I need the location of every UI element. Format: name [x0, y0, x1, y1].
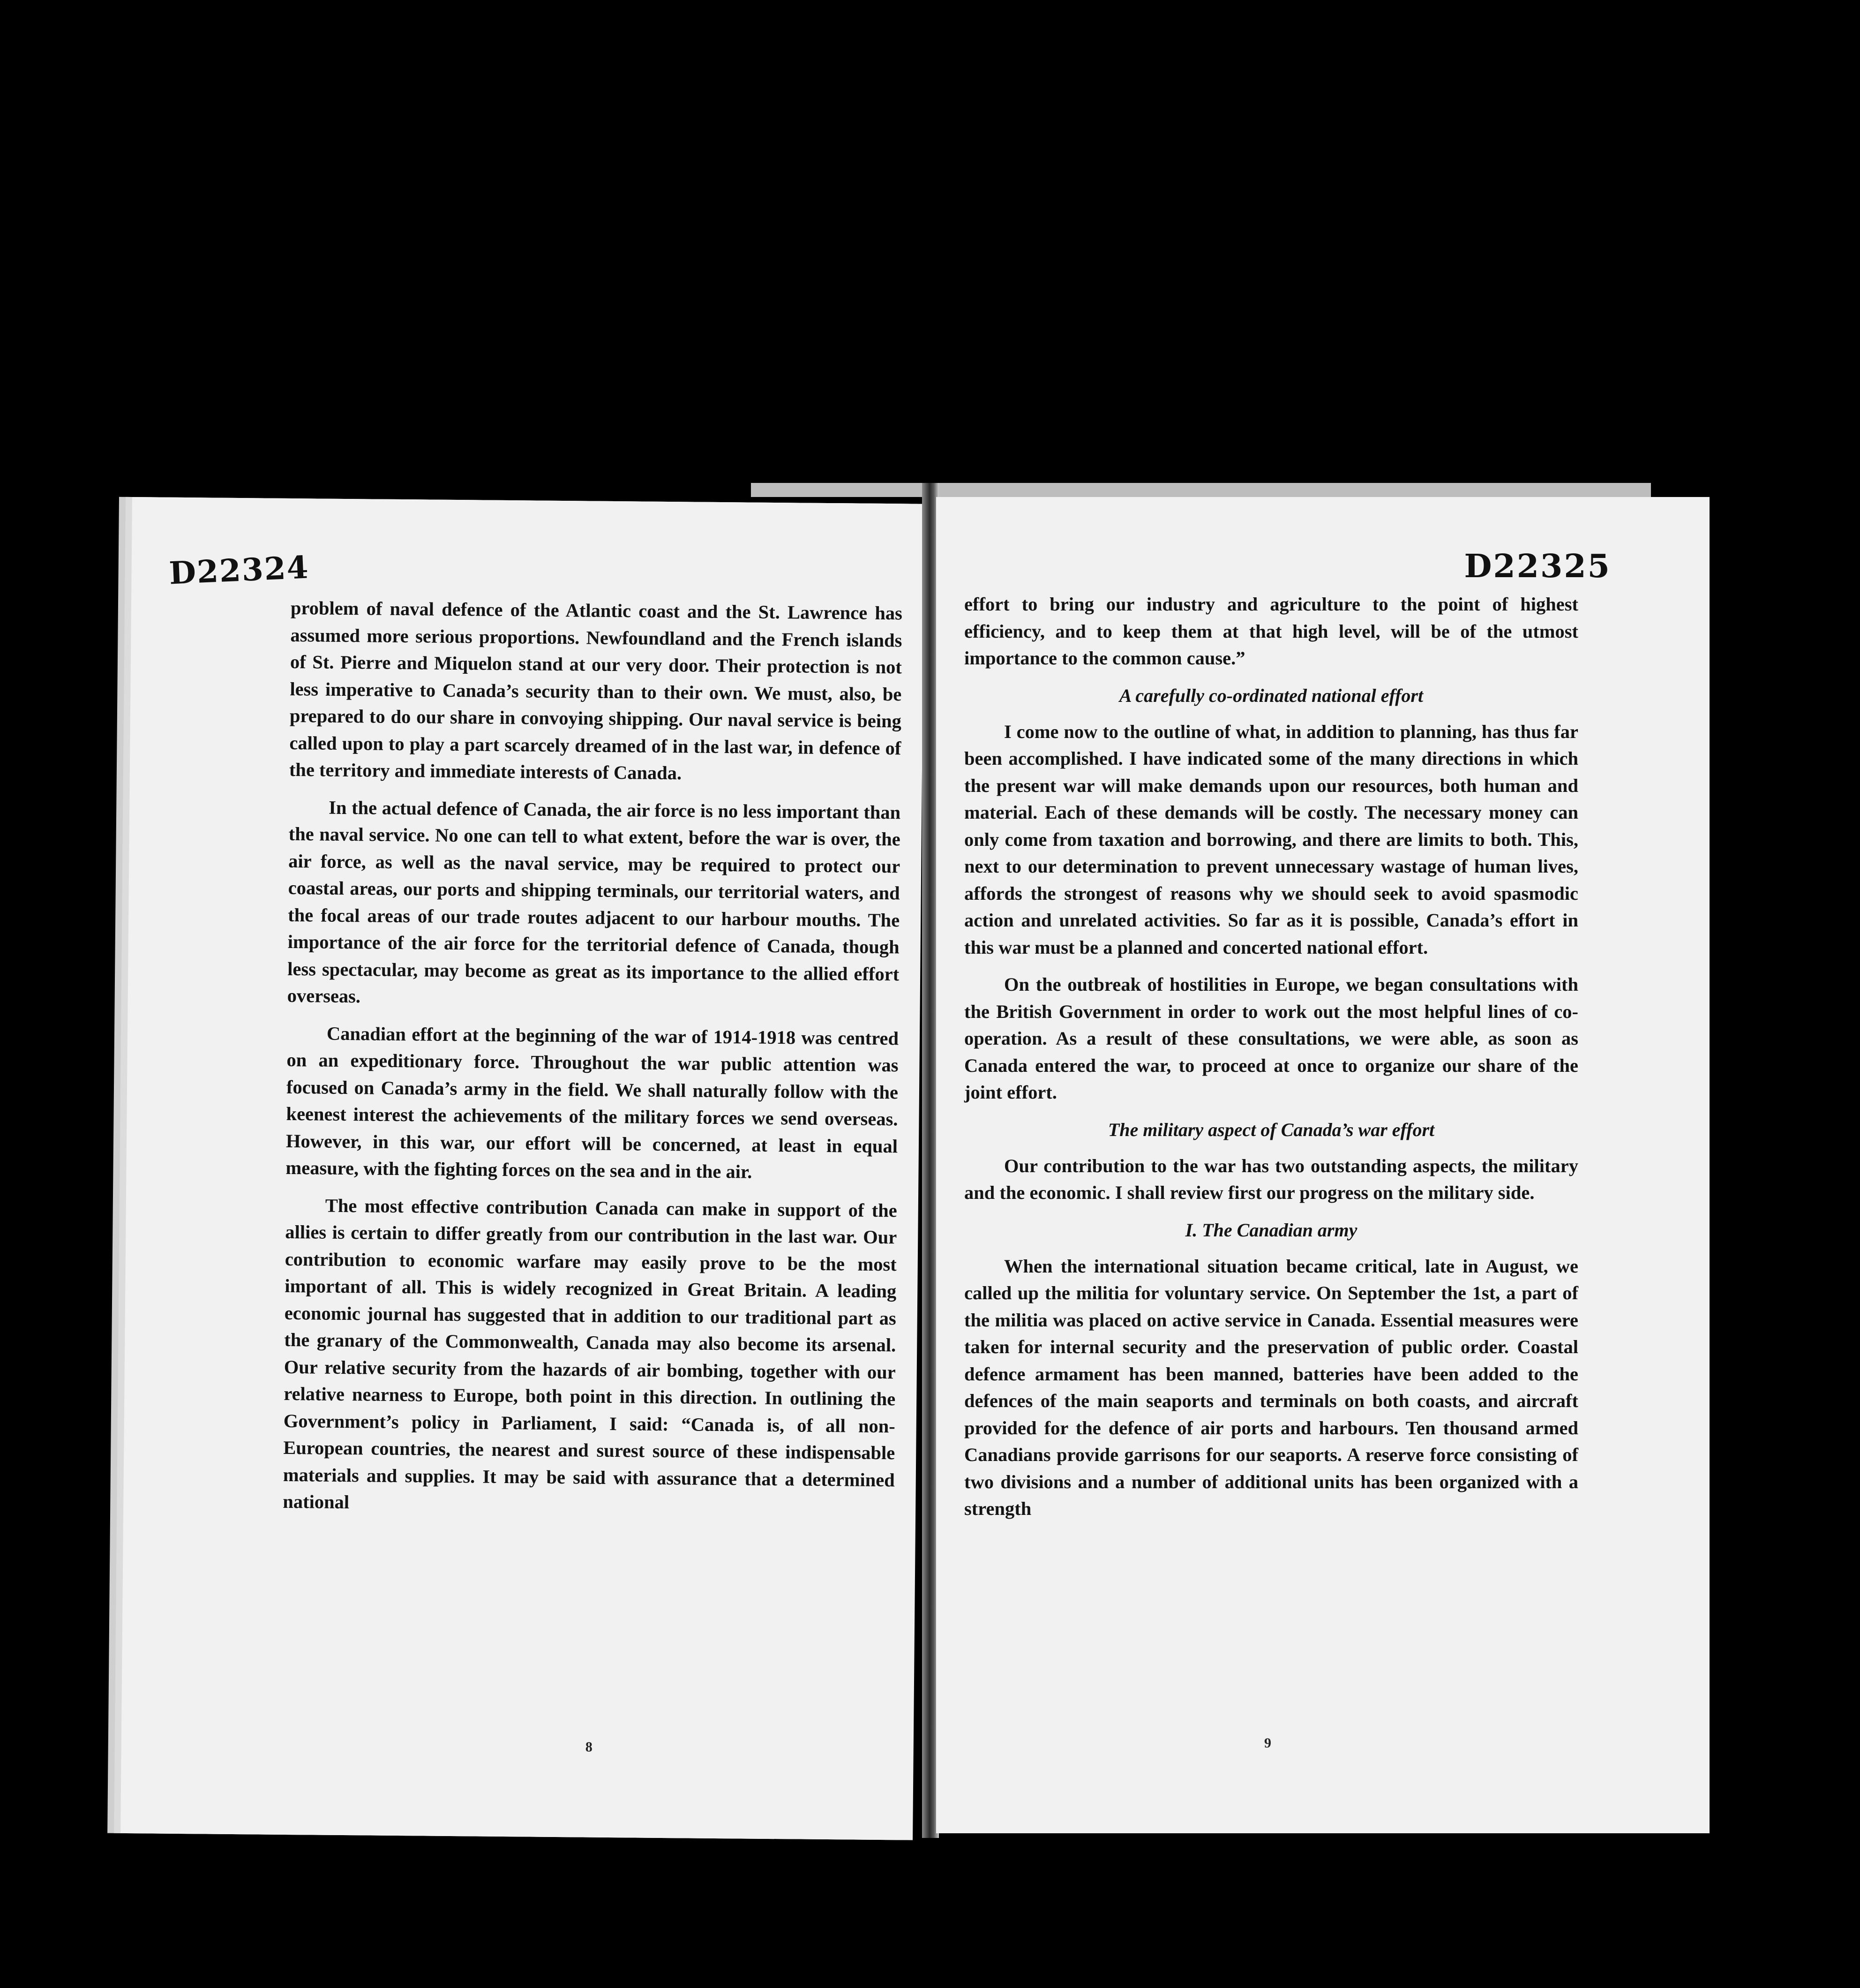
open-book	[123, 483, 1721, 1852]
page-number-right: 9	[1264, 1735, 1271, 1751]
page-number-left: 8	[585, 1739, 592, 1755]
paragraph: problem of naval defence of the Atlantic coast and the St. Lawrence has assumed more serious proportions. Newfoundland and the French islands of St. Pierre and Miquelon stand at our very door. Their protection is not less imperative to Canada’s security than to their own. We must, also, be prepared to do our share in convoying shipping. Our naval service is being called upon to play a part scarcely dreamed of in the last war, in defence of the territory and immediate interests of Canada.	[289, 597, 903, 784]
paragraph: When the international situation became critical, late in August, we called up the militia for voluntary service. On September the 1st, a part of the militia was placed on active service in Canada. Essential measures were taken for internal security and the preservation of public order. Coastal defence armament has been manned, batteries have been added to the defences of the main seaports and terminals on both coasts, and aircraft provided for the defence of air ports and harbours. Ten thousand armed Canadians provide garrisons for our seaports. A reserve force consisting of two divisions and a number of additional units has been organized with a strength	[964, 1255, 1578, 1519]
right-page	[936, 497, 1710, 1833]
paragraph: Our contribution to the war has two outstanding aspects, the military and the economic. I shall review first our progress on the military side.	[964, 1155, 1578, 1203]
paragraph: In the actual defence of Canada, the air force is no less important than the naval service. No one can tell to what extent, before the war is over, the air force, as well as the naval service, may be required to protect our coastal areas, our ports and shipping terminals, our territorial waters, and the focal areas of our trade routes adjacent to our harbour mouths. The importance of the air force for the territorial defence of Canada, though less spectacular, may become as great as its importance to the allied effort overseas.	[287, 797, 901, 1007]
paragraph: effort to bring our industry and agriculture to the point of highest efficiency, and to keep them at that high level, will be of the utmost importance to the common cause.”	[964, 594, 1578, 669]
section-heading: A carefully co-ordinated national effort	[1119, 685, 1424, 706]
paragraph: I come now to the outline of what, in addition to planning, has thus far been accomplished. I have indicated some of the many directions in which the present war will make demands upon our resources, both human and material. Each of these demands will be costly. The necessary money can only come from taxation and borrowing, and there are limits to both. This, next to our determination to prevent unnecessary wastage of human lives, affords the strongest of reasons why we should seek to avoid spasmodic action and unrelated activities. So far as it is possible, Canada’s effort in this war must be a planned and concerted national effort.	[964, 721, 1578, 958]
page-edge-strip	[751, 483, 1651, 497]
paragraph: Canadian effort at the beginning of the war of 1914-1918 was centred on an expeditionary force. Throughout the war public attention was focused on Canada’s army in the field. We shall naturally follow with the keenest interest the achievements of the military forces we send overseas. However, in this war, our effort will be concerned, at least in equal measure, with the fighting forces on the sea and in the air.	[285, 1023, 899, 1182]
left-page	[120, 497, 924, 1840]
section-heading: I. The Canadian army	[1185, 1219, 1358, 1241]
document-stamp-left: D22324	[168, 549, 310, 592]
section-heading: The military aspect of Canada’s war effort	[1108, 1119, 1435, 1140]
right-page-text	[964, 591, 1578, 1533]
left-page-text	[283, 595, 902, 1531]
paragraph: On the outbreak of hostilities in Europe, we began consultations with the British Government in order to work out the most helpful lines of co-operation. As a result of these consultations, we were able, as soon as Canada entered the war, to proceed at once to organize our share of the joint effort.	[964, 974, 1578, 1103]
document-stamp-right: D22325	[1464, 548, 1611, 585]
paragraph: The most effective contribution Canada can make in support of the allies is certain to differ greatly from our contribution in the last war. Our contribution to economic warfare may easily prove to be the most important of all. This is widely recognized in Great Britain. A leading economic journal has suggested that in addition to our traditional part as the granary of the Commonwealth, Canada may also become its arsenal. Our relative security from the hazards of air bombing, together with our relative nearness to Europe, both point in this direction. In outlining the Government’s policy in Parliament, I said: “Canada is, of all non-European countries, the nearest and surest source of these indispensable materials and supplies. It may be said with assurance that a determined national	[283, 1195, 897, 1513]
